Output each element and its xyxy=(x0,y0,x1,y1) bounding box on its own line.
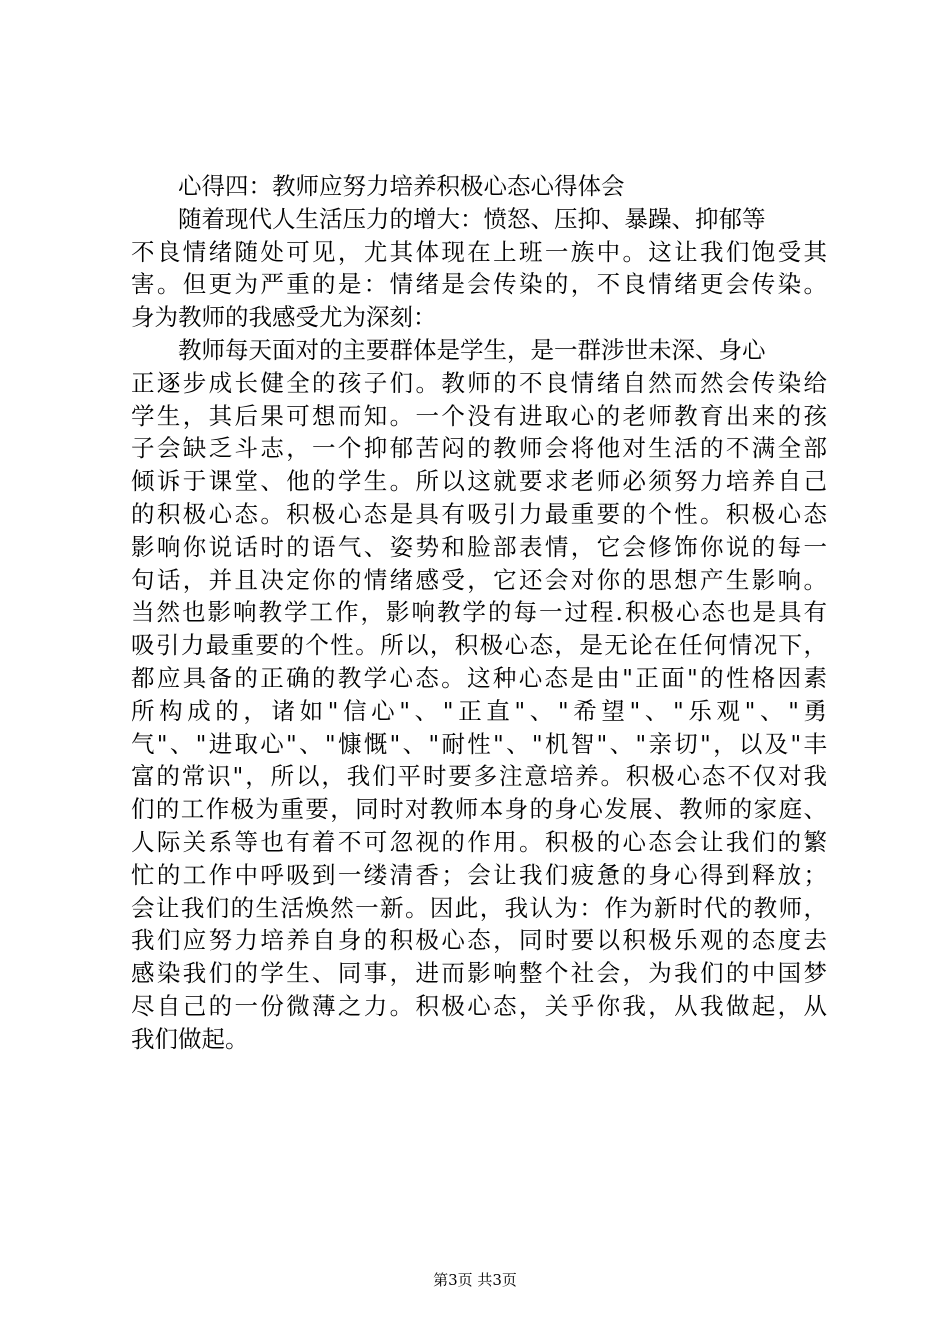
paragraph-line: 当然也影响教学工作，影响教学的每一过程.积极心态也是具有 xyxy=(131,598,827,627)
paragraph-line: 气"、"进取心"、"慷慨"、"耐性"、"机智"、"亲切"，以及"丰 xyxy=(131,729,827,758)
page-number-footer: 第3页 共3页 xyxy=(433,1271,517,1289)
document-body xyxy=(131,170,827,1056)
paragraph-1 xyxy=(131,203,827,334)
paragraph-line: 学生，其后果可想而知。一个没有进取心的老师教育出来的孩 xyxy=(131,401,827,430)
paragraph-line: 富的常识"，所以，我们平时要多注意培养。积极心态不仅对我 xyxy=(131,762,827,791)
paragraph-line: 正逐步成长健全的孩子们。教师的不良情绪自然而然会传染给 xyxy=(131,368,827,397)
paragraph-line: 会让我们的生活焕然一新。因此，我认为：作为新时代的教师， xyxy=(131,893,827,922)
paragraph-line: 人际关系等也有着不可忽视的作用。积极的心态会让我们的繁 xyxy=(131,827,827,856)
paragraph-line: 所构成的，诸如"信心"、"正直"、"希望"、"乐观"、"勇 xyxy=(131,696,827,725)
paragraph-line: 吸引力最重要的个性。所以，积极心态，是无论在任何情况下， xyxy=(131,631,827,660)
paragraph-line: 我们应努力培养自身的积极心态，同时要以积极乐观的态度去 xyxy=(131,926,827,955)
paragraph-2 xyxy=(131,334,827,1056)
paragraph-line: 忙的工作中呼吸到一缕清香；会让我们疲惫的身心得到释放； xyxy=(131,860,827,889)
document-heading: 心得四：教师应努力培养积极心态心得体会 xyxy=(178,172,625,200)
paragraph-line: 感染我们的学生、同事，进而影响整个社会，为我们的中国梦 xyxy=(131,959,827,988)
paragraph-line: 影响你说话时的语气、姿势和脸部表情，它会修饰你说的每一 xyxy=(131,532,827,561)
paragraph-line: 教师每天面对的主要群体是学生，是一群涉世未深、身心 xyxy=(178,335,766,364)
paragraph-line: 不良情绪随处可见，尤其体现在上班一族中。这让我们饱受其 xyxy=(131,237,827,266)
paragraph-line: 倾诉于课堂、他的学生。所以这就要求老师必须努力培养自己 xyxy=(131,467,827,496)
paragraph-line: 我们做起。 xyxy=(131,1024,249,1053)
paragraph-line: 们的工作极为重要，同时对教师本身的身心发展、教师的家庭、 xyxy=(131,795,827,824)
paragraph-line: 的积极心态。积极心态是具有吸引力最重要的个性。积极心态 xyxy=(131,499,827,528)
paragraph-line: 句话，并且决定你的情绪感受，它还会对你的思想产生影响。 xyxy=(131,565,827,594)
paragraph-line: 尽自己的一份微薄之力。积极心态，关乎你我，从我做起，从 xyxy=(131,991,827,1020)
paragraph-line: 害。但更为严重的是：情绪是会传染的，不良情绪更会传染。 xyxy=(131,270,827,299)
paragraph-line: 身为教师的我感受尤为深刻： xyxy=(131,303,437,332)
paragraph-line: 都应具备的正确的教学心态。这种心态是由"正面"的性格因素 xyxy=(131,663,827,692)
paragraph-line: 随着现代人生活压力的增大：愤怒、压抑、暴躁、抑郁等 xyxy=(178,204,766,233)
paragraph-line: 子会缺乏斗志，一个抑郁苦闷的教师会将他对生活的不满全部 xyxy=(131,434,827,463)
